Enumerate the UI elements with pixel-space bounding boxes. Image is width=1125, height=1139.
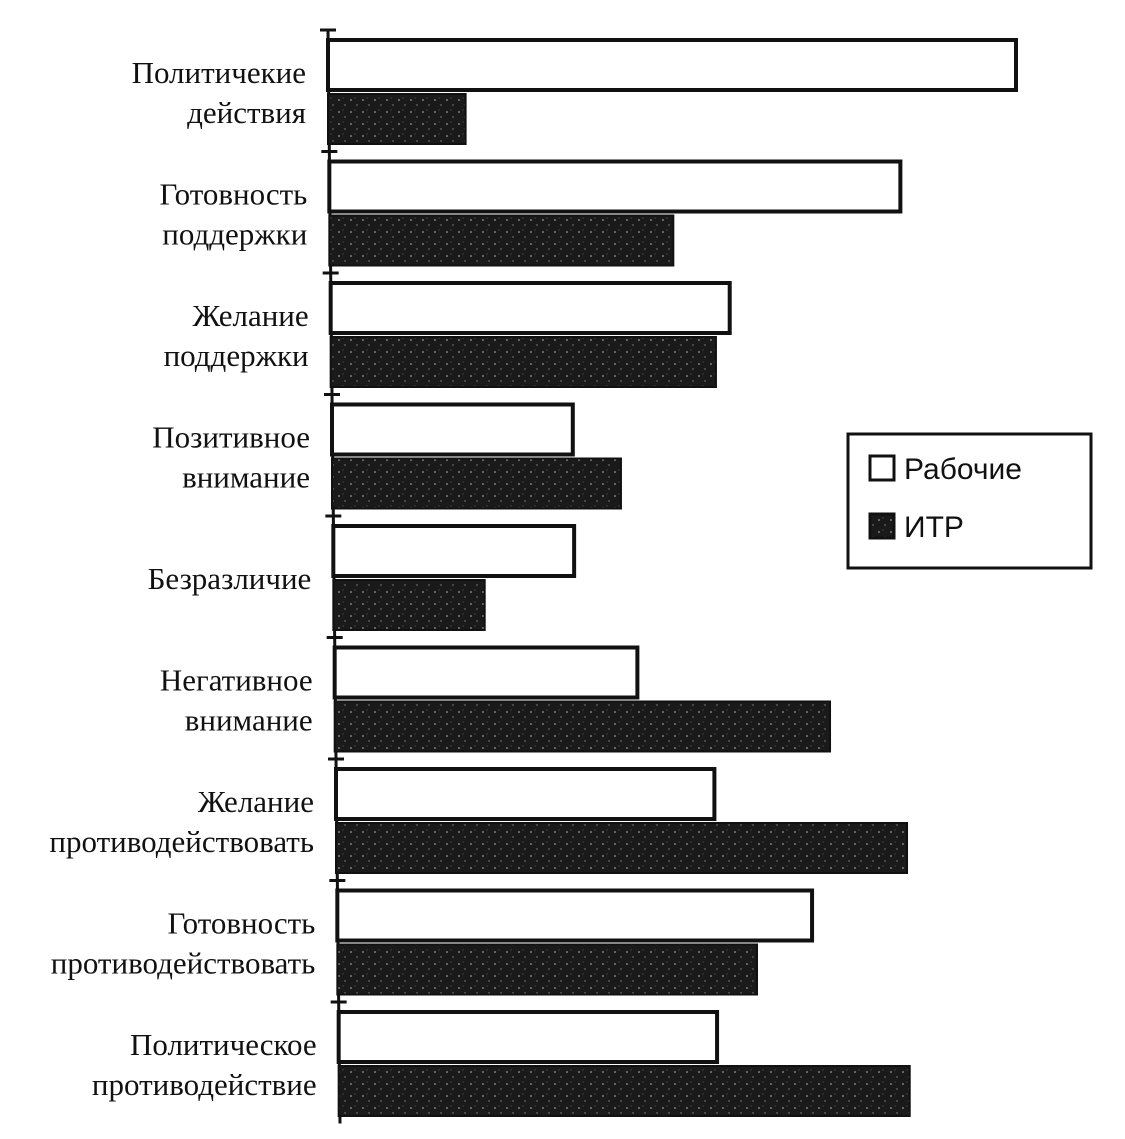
category-label: Политичекие [131,55,306,90]
bar-rabochie [332,405,573,455]
bar-itr [337,945,757,995]
category-label: Желание [192,298,309,333]
legend-swatch-itr [870,514,894,538]
bar-itr [336,823,907,873]
bar-itr [332,459,621,509]
category-label: Политическое [129,1027,317,1062]
bar-rabochie [336,769,714,819]
category-label: поддержки [163,338,309,373]
bar-itr [339,1066,910,1116]
bar-rabochie [331,283,730,333]
bar-itr [328,94,466,144]
category-label: внимание [182,459,310,495]
bar-itr [333,580,484,630]
category-label: Готовность [167,905,316,941]
bar-rabochie [337,891,812,941]
bar-rabochie [335,648,638,698]
legend-label: ИТР [904,511,964,544]
category-label: Безразличие [147,561,312,596]
bar-rabochie [328,40,1016,90]
category-label: противодействие [91,1067,317,1102]
category-label: поддержки [162,216,308,252]
legend [848,434,1091,568]
category-label: Желание [197,784,314,819]
category-label: внимание [184,702,313,738]
legend-label: Рабочие [904,453,1022,486]
legend-swatch-rabochie [870,456,894,480]
bar-itr [331,337,716,387]
bar-itr [335,702,830,752]
category-label: противодействовать [50,945,316,981]
bar-rabochie [339,1012,717,1062]
bar-rabochie [333,526,574,576]
bar-itr [329,216,673,266]
category-label: Негативное [159,662,313,698]
bar-rabochie [329,162,900,212]
category-label: противодействовать [49,824,314,859]
category-label: Готовность [159,176,308,212]
category-label: Позитивное [152,419,310,455]
category-label: действия [187,95,306,130]
